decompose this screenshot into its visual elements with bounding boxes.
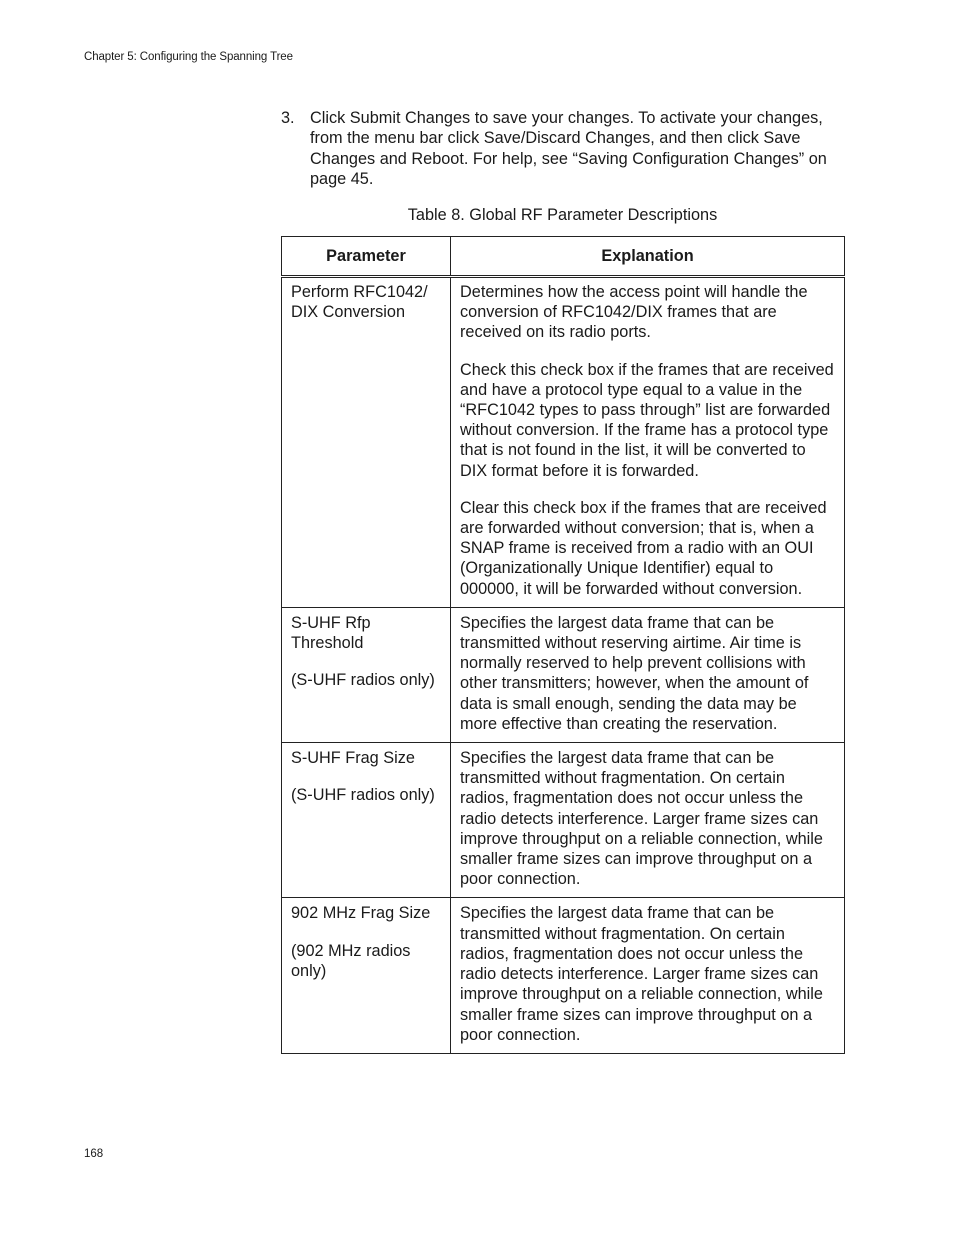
parameter-cell: [282, 743, 451, 898]
table-caption: Table 8. Global RF Parameter Descriptions: [407, 206, 718, 224]
table-row: [282, 898, 845, 1053]
parameter-cell: [282, 607, 451, 742]
step-number: 3.: [281, 109, 295, 127]
parameter-note: (S-UHF radios only): [291, 671, 435, 690]
step-3: [281, 108, 841, 189]
explanation-cell: [451, 607, 845, 742]
parameter-name: 902 MHz Frag Size: [291, 904, 431, 923]
explanation-paragraph: Determines how the access point will handle the conversion of RFC1042/DIX frames that are received on its radio ports.: [460, 283, 808, 342]
running-header: Chapter 5: Configuring the Spanning Tree: [84, 51, 293, 63]
parameter-cell: [282, 277, 451, 608]
table-row: [282, 277, 845, 608]
parameter-name: S-UHF Frag Size: [291, 749, 415, 768]
column-header-parameter: Parameter: [282, 237, 451, 277]
page-number: 168: [84, 1148, 104, 1160]
parameter-note: (S-UHF radios only): [291, 786, 435, 805]
explanation-paragraph: Specifies the largest data frame that can be transmitted without fragmentation. On certain radios, fragmentation does not occur unless the radio detects interference. Larger frame sizes can improve throughput on a reliable connection, while smaller frame sizes can improve throughput on a poor connection.: [460, 749, 823, 889]
parameter-table: [281, 236, 845, 1054]
explanation-cell: [451, 277, 845, 608]
table-row: [282, 607, 845, 742]
parameter-note: (902 MHz radios only): [291, 941, 411, 980]
explanation-paragraph: Specifies the largest data frame that can be transmitted without fragmentation. On certain radios, fragmentation does not occur unless the radio detects interference. Larger frame sizes can improve throughput on a reliable connection, while smaller frame sizes can improve throughput on a poor connection.: [460, 904, 823, 1044]
explanation-cell: [451, 898, 845, 1053]
parameter-cell: [282, 898, 451, 1053]
column-header-explanation: Explanation: [451, 237, 845, 277]
table-header-row: [282, 237, 845, 277]
explanation-paragraph: Check this check box if the frames that are received and have a protocol type equal to a value in the “RFC1042 types to pass through” list are forwarded without conversion. If the frame has a protocol type that is not found in the list, it will be converted to DIX format before it is forwarded.: [460, 360, 834, 480]
parameter-name: S-UHF Rfp Threshold: [291, 613, 371, 653]
table-row: [282, 743, 845, 898]
step-text: Click Submit Changes to save your changes. To activate your changes, from the menu bar click Save/Discard Changes, and then click Save Changes and Reboot. For help, see “Saving Configuration Changes” on page 45.: [310, 109, 827, 188]
explanation-paragraph: Specifies the largest data frame that can be transmitted without reserving airtime. Air time is normally reserved to help prevent collisions with other transmitters; however, when the amount of data is small enough, sending the data may be more effective than creating the reservation.: [460, 613, 809, 733]
explanation-cell: [451, 743, 845, 898]
explanation-paragraph: Clear this check box if the frames that are received are forwarded without conversion; that is, when a SNAP frame is received from a radio with an OUI (Organizationally Unique Identifier) equal to 000000, it will be forwarded without conversion.: [460, 498, 827, 598]
parameter-name: Perform RFC1042/ DIX Conversion: [291, 283, 428, 322]
